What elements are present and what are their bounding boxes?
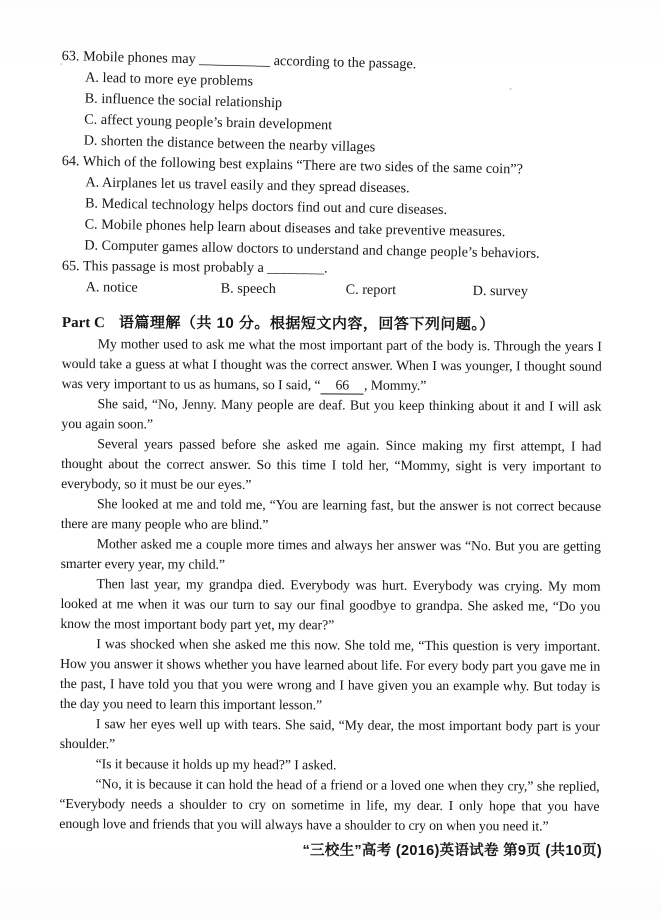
passage-paragraph-8: I saw her eyes well up with tears. She said, “My dear, the most important body part is your shoulder.” — [59, 716, 600, 752]
part-c-label: Part C — [61, 314, 105, 332]
question-63-option-d: D. shorten the distance between the nearby villages — [83, 132, 376, 156]
part-c-section — [59, 312, 602, 837]
passage-paragraph-6: Then last year, my grandpa died. Everybody was hurt. Everybody was crying. My mom looked at me when it was our turn to say our final goodbye to grandpa. She asked me, “Do you know the most important body part yet, my dear?” — [60, 576, 601, 633]
question-65-options — [62, 277, 602, 303]
passage-paragraph-1 — [62, 334, 602, 397]
passage-paragraph-2: She said, “No, Jenny. Many people are deaf. But you keep thinking about it and I will ask you again soon.” — [61, 396, 602, 432]
reading-passage — [59, 334, 602, 837]
question-number: 63. — [61, 47, 80, 65]
paragraph-text: My mother used to ask me what the most important part of the body is. Through the years I would take a guess at what I thought was the correct answer. When I was younger, I thought sound was very important to us as humans, so I said, “ — [61, 336, 602, 393]
question-63-option-a: A. lead to more eye problems — [85, 69, 254, 90]
question-65-option-d: D. survey — [472, 282, 528, 300]
question-number: 64. — [61, 152, 80, 170]
page-footer: “三校生”高考 (2016)英语试卷 第9页 (共10页) — [302, 843, 602, 859]
passage-paragraph-4: She looked at me and told me, “You are learning fast, but the answer is not correct because there are many people who are blind.” — [60, 496, 602, 533]
question-63-option-b: B. influence the social relationship — [84, 90, 283, 112]
paragraph-text: , Mommy.” — [364, 377, 427, 393]
question-63-option-c: C. affect young people’s brain development — [84, 111, 333, 134]
question-64-option-b: B. Medical technology helps doctors find out and cure diseases. — [84, 195, 448, 219]
question-63 — [60, 46, 602, 164]
passage-paragraph-7: I was shocked when she asked me this now. She told me, “This question is very important. How you answer it shows whether you have learned about life. For every body part you gave me in the past, I have told you that you were wrong and I have given you an example why. But today is the day you need to learn this important lesson.” — [59, 636, 601, 713]
part-c-title: 语篇理解（共 10 分。根据短文内容，回答下列问题。） — [118, 314, 495, 334]
passage-paragraph-5: Mother asked me a couple more times and always her answer was “No. But you are getting smarter every year, my child.” — [60, 536, 601, 572]
part-c-header — [62, 312, 602, 337]
passage-paragraph-10: “No, it is because it can hold the head of a friend or a loved one when they cry,” she replied, “Everybody needs a shoulder to cry on sometime in life, my dear. I only hope that you have enough love and friends that you will always have a shoulder to cry on when you need it.” — [59, 776, 600, 834]
page-content — [59, 46, 602, 860]
question-stem-text: Mobile phones may __________ according to the passage. — [82, 48, 417, 73]
question-64-option-a: A. Airplanes let us travel easily and they spread diseases. — [85, 174, 410, 197]
question-65-option-a: A. notice — [85, 279, 138, 296]
question-65-option-c: C. report — [345, 281, 397, 299]
blank-66: 66 — [320, 377, 364, 394]
passage-paragraph-9: “Is it because it holds up my head?” I asked. — [95, 756, 337, 773]
question-64-option-c: C. Mobile phones help learn about diseases and take preventive measures. — [84, 216, 506, 241]
question-stem-text: This passage is most probably a ________. — [82, 258, 328, 277]
passage-paragraph-3: Several years passed before she asked me again. Since making my first attempt, I had thought about the correct answer. So this time I told her, “Mommy, sight is very important to everybody, so it must be our eyes.” — [61, 436, 602, 492]
question-64-option-d: D. Computer games allow doctors to understand and change people’s behaviors. — [84, 237, 540, 262]
question-65 — [62, 256, 602, 303]
question-64 — [60, 151, 602, 266]
question-65-option-b: B. speech — [220, 280, 276, 298]
question-stem-text: Which of the following best explains “There are two sides of the same coin”? — [82, 153, 523, 178]
question-number: 65. — [61, 257, 80, 275]
